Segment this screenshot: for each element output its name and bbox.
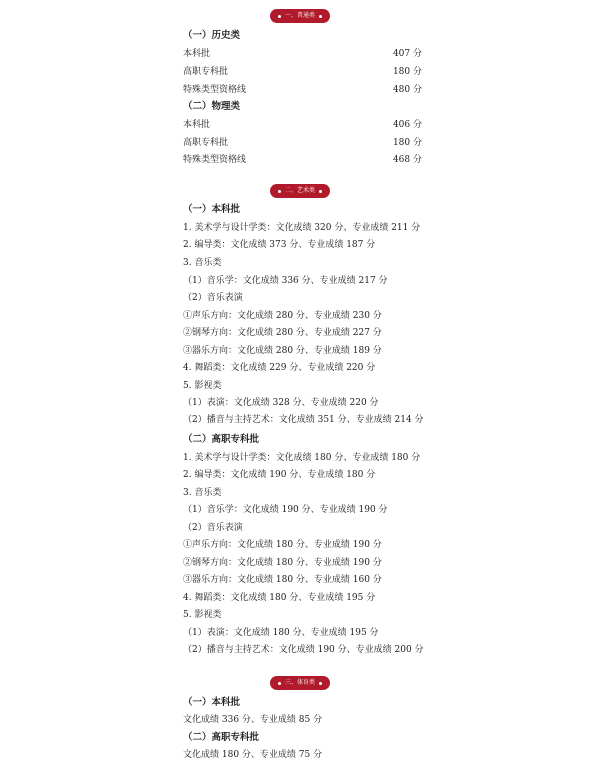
group-heading-vocational: （二）高职专科批 [183,434,260,445]
list-item: （1）音乐学：文化成绩 336 分、专业成绩 217 分 [183,276,388,286]
banner-dot-right [319,190,322,193]
banner-label: 二、艺术类 [284,187,315,194]
list-item: （2）播音与主持艺术：文化成绩 351 分、专业成绩 214 分 [183,415,424,425]
list-item: 1. 美术学与设计学类：文化成绩 180 分、专业成绩 180 分 [183,453,421,463]
banner-label: 一、普通类 [284,12,315,19]
list-item: ③器乐方向：文化成绩 280 分、专业成绩 189 分 [183,346,382,356]
list-item: （1）表演：文化成绩 328 分、专业成绩 220 分 [183,398,379,408]
list-item: 5. 影视类 [183,381,222,391]
list-item: 4. 舞蹈类：文化成绩 180 分、专业成绩 195 分 [183,593,376,603]
group-heading-physics: （二）物理类 [183,101,241,112]
banner-label: 三、体育类 [284,679,315,686]
row-score: 180 分 [392,138,422,148]
group-heading-undergrad: （一）本科批 [183,697,241,708]
row-label: 高职专科批 [183,67,229,77]
list-item: 3. 音乐类 [183,488,222,498]
list-item: （2）播音与主持艺术：文化成绩 190 分、专业成绩 200 分 [183,645,424,655]
list-item: 文化成绩 180 分、专业成绩 75 分 [183,750,323,760]
row-label: 本科批 [183,49,211,59]
row-score: 468 分 [392,155,422,165]
list-item: （1）表演：文化成绩 180 分、专业成绩 195 分 [183,628,379,638]
group-heading-history: （一）历史类 [183,30,241,41]
list-item: 2. 编导类：文化成绩 373 分、专业成绩 187 分 [183,240,376,250]
list-item: 2. 编导类：文化成绩 190 分、专业成绩 180 分 [183,470,376,480]
section-banner-art [270,184,330,198]
list-item: （1）音乐学：文化成绩 190 分、专业成绩 190 分 [183,505,388,515]
list-item: （2）音乐表演 [183,523,243,533]
group-heading-undergrad: （一）本科批 [183,204,241,215]
list-item: ③器乐方向：文化成绩 180 分、专业成绩 160 分 [183,575,382,585]
row-score: 480 分 [392,85,422,95]
section-banner-sports [270,676,330,690]
list-item: 5. 影视类 [183,610,222,620]
list-item: （2）音乐表演 [183,293,243,303]
row-label: 本科批 [183,120,211,130]
list-item: 1. 美术学与设计学类：文化成绩 320 分、专业成绩 211 分 [183,223,421,233]
list-item: ②钢琴方向：文化成绩 280 分、专业成绩 227 分 [183,328,382,338]
list-item: ①声乐方向：文化成绩 280 分、专业成绩 230 分 [183,311,382,321]
row-label: 特殊类型资格线 [183,155,247,165]
row-score: 180 分 [392,67,422,77]
banner-dot-right [319,682,322,685]
banner-dot-left [278,15,281,18]
list-item: 文化成绩 336 分、专业成绩 85 分 [183,715,323,725]
list-item: 3. 音乐类 [183,258,222,268]
banner-dot-right [319,15,322,18]
row-score: 407 分 [392,49,422,59]
row-label: 高职专科批 [183,138,229,148]
group-heading-vocational: （二）高职专科批 [183,732,260,743]
list-item: ①声乐方向：文化成绩 180 分、专业成绩 190 分 [183,540,382,550]
section-banner-general [270,9,330,23]
banner-dot-left [278,682,281,685]
list-item: ②钢琴方向：文化成绩 180 分、专业成绩 190 分 [183,558,382,568]
row-score: 406 分 [392,120,422,130]
banner-dot-left [278,190,281,193]
row-label: 特殊类型资格线 [183,85,247,95]
list-item: 4. 舞蹈类：文化成绩 229 分、专业成绩 220 分 [183,363,376,373]
